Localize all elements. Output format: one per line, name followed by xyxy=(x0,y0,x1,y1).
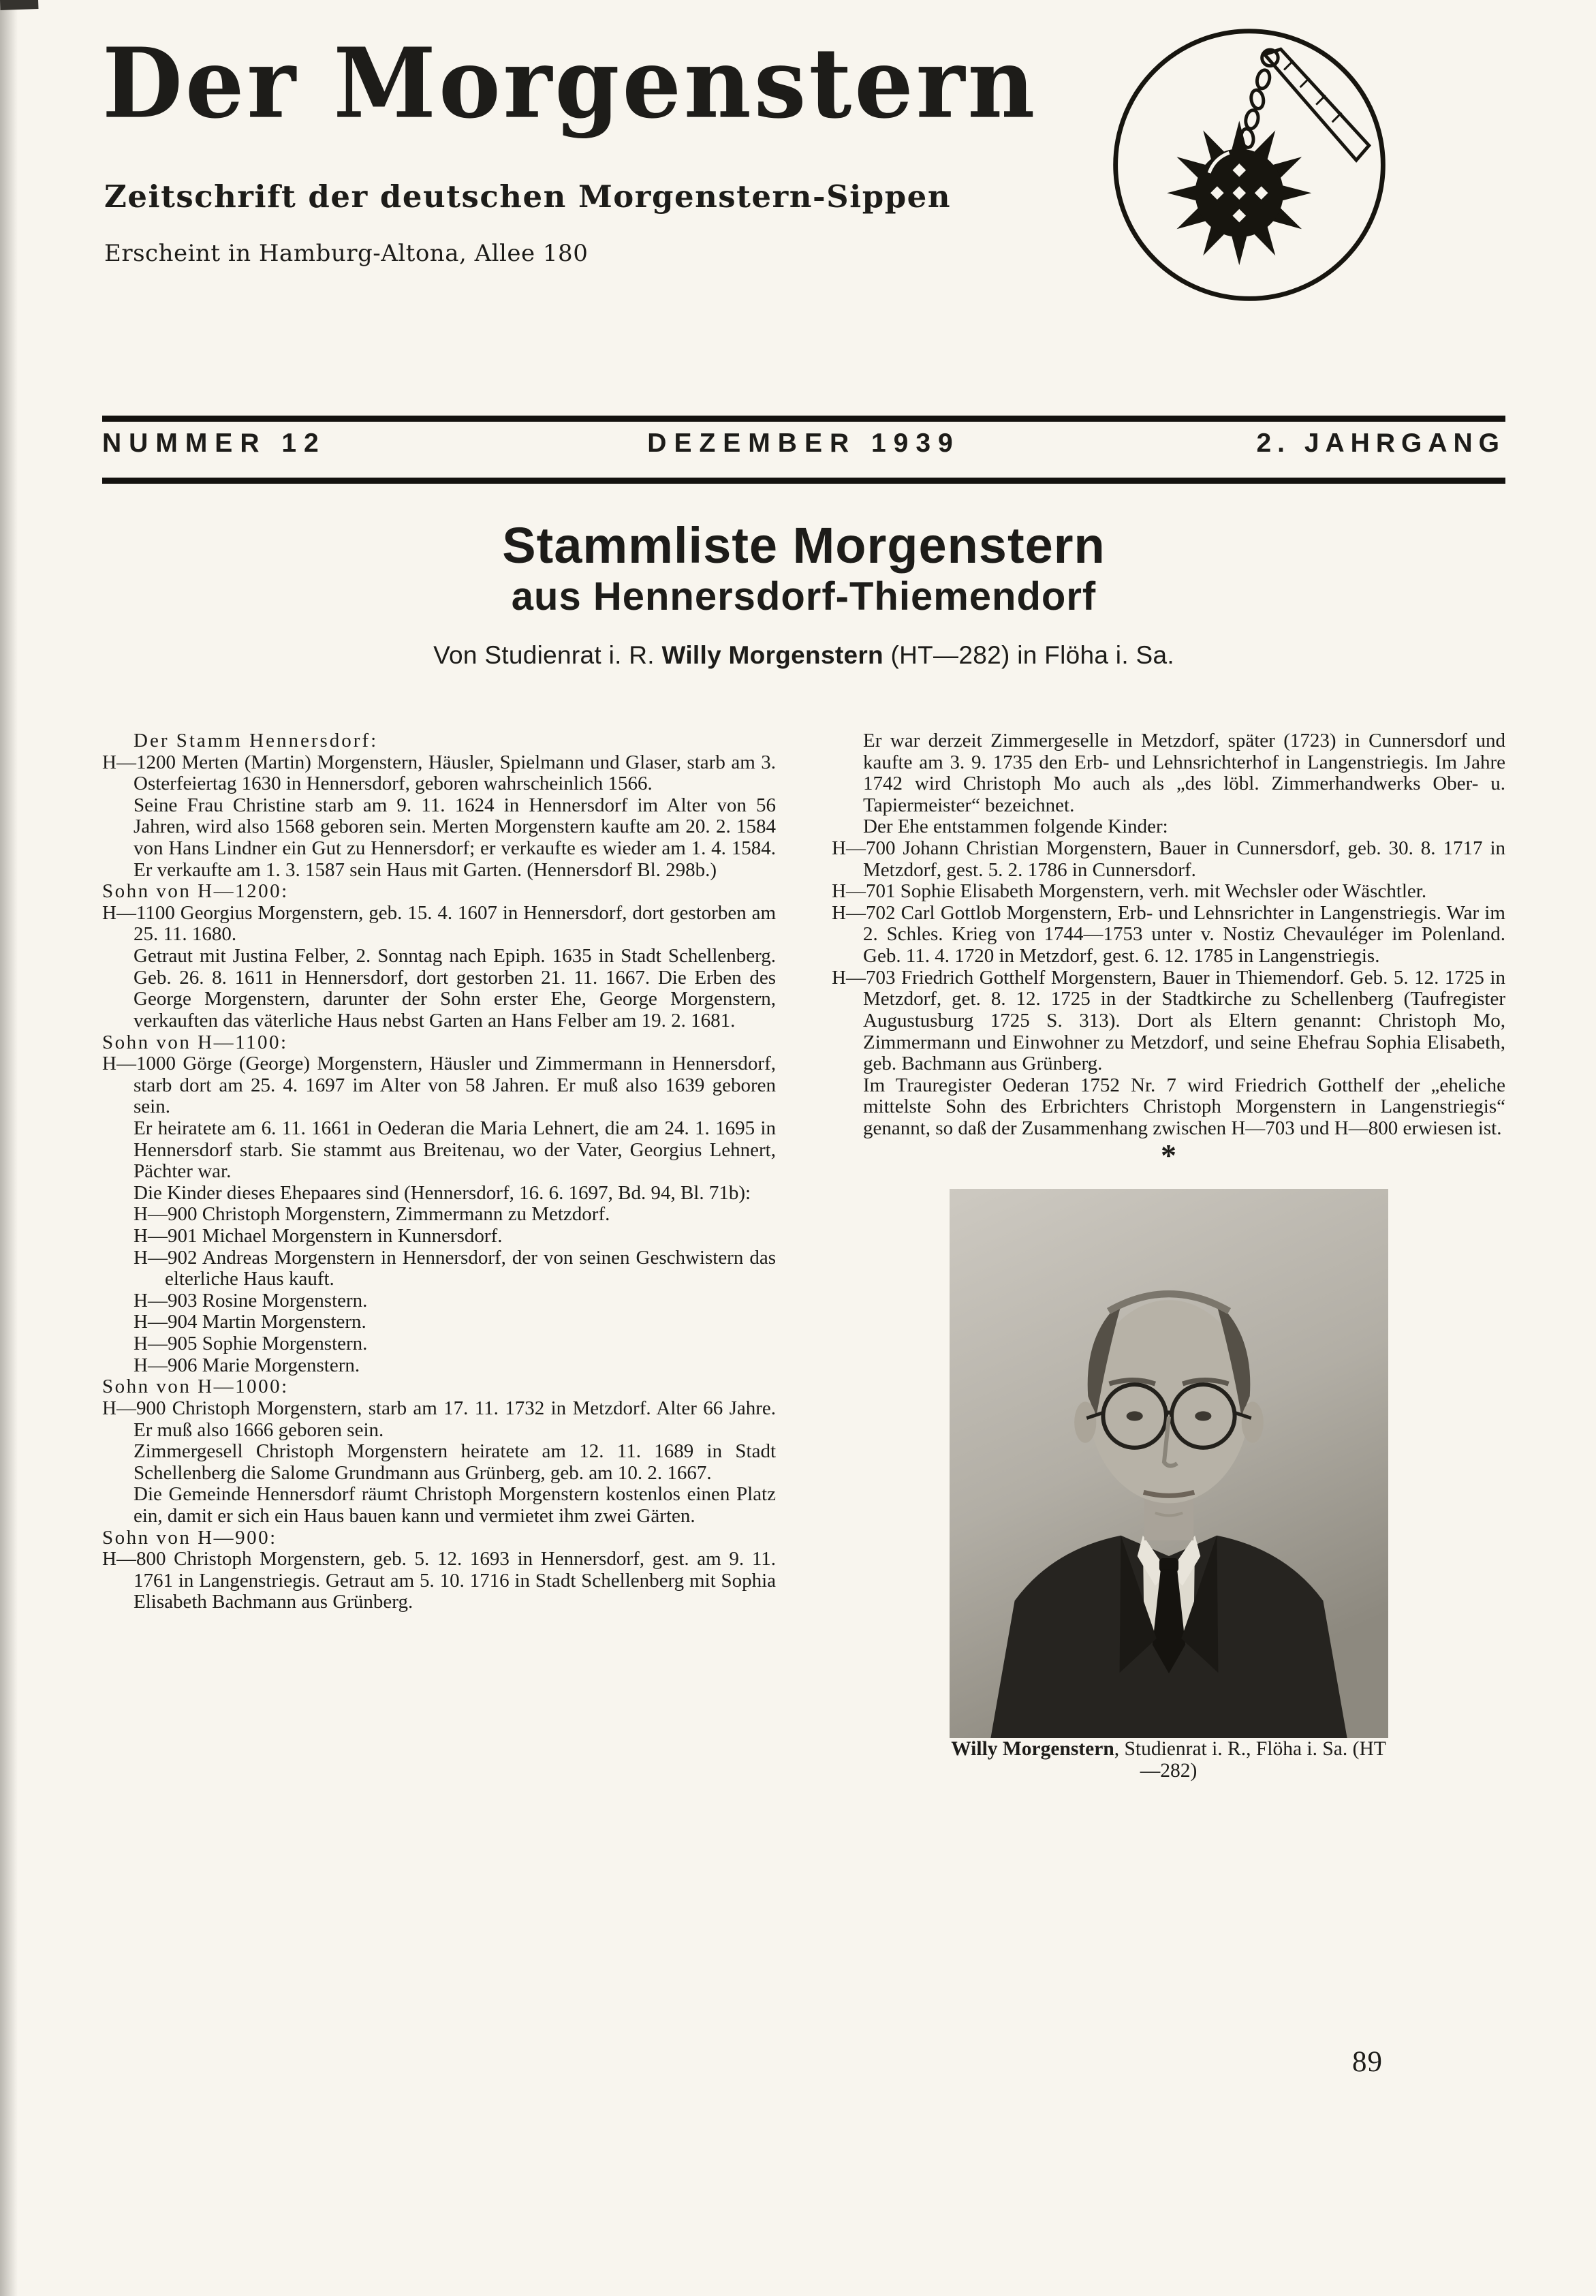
genealogy-entry: H—1000 Görge (George) Morgenstern, Häusler und Zimmermann in Hennersdorf, starb dort am 25. 4. 1697 im Alter von 58 Jahren. Er muß also 1639 geboren sein. xyxy=(102,1053,776,1118)
paragraph: Er heiratete am 6. 11. 1661 in Oederan die Maria Lehnert, die am 24. 1. 1695 in Hennersdorf starb. Sie stammt aus Breitenau, wo der Vater, Georgius Lehnert, Pächter war. xyxy=(134,1117,776,1183)
masthead-title: Der Morgenstern xyxy=(102,27,1038,140)
issue-date: DEZEMBER 1939 xyxy=(647,429,960,458)
article-header xyxy=(102,519,1505,670)
genealogy-entry: H—700 Johann Christian Morgenstern, Bauer in Cunnersdorf, geb. 30. 8. 1717 in Metzdorf, gest. 5. 2. 1786 in Cunnersdorf. xyxy=(832,837,1505,881)
scan-corner-mark xyxy=(0,0,38,10)
genealogy-entry: H—1200 Merten (Martin) Morgenstern, Häusler, Spielmann und Glaser, starb am 3. Osterfeiertag 1630 in Hennersdorf, geboren wahrscheinlich 1566. xyxy=(102,751,776,795)
byline-prefix: Von Studienrat i. R. xyxy=(433,640,662,669)
child-entry: H—901 Michael Morgenstern in Kunnersdorf. xyxy=(134,1225,503,1247)
child-entry: H—904 Martin Morgenstern. xyxy=(134,1311,366,1333)
issue-bar xyxy=(102,429,1505,459)
byline-suffix: (HT—282) in Flöha i. Sa. xyxy=(883,640,1174,669)
paragraph: Er war derzeit Zimmergeselle in Metzdorf, später (1723) in Cunnersdorf und kaufte am 3. 9. 1735 den Erb- und Lehnsrichterhof in Langenstriegis. Im Jahre 1742 wird Christoph Mo auch als „des löbl. Zimmerhandwerks Ober- u. Tapiermeister“ bezeichnet. xyxy=(863,730,1505,816)
paragraph: Die Kinder dieses Ehepaares sind (Hennersdorf, 16. 6. 1697, Bd. 94, Bl. 71b): xyxy=(134,1181,751,1204)
genealogy-entry: H—701 Sophie Elisabeth Morgenstern, verh. mit Wechsler oder Wäschtler. xyxy=(832,880,1427,903)
photo-block xyxy=(950,1189,1388,1782)
page-number: 89 xyxy=(1352,2046,1383,2078)
lineage-label: Sohn von H—900: xyxy=(102,1526,277,1549)
masthead-imprint: Erscheint in Hamburg-Altona, Allee 180 xyxy=(104,240,589,267)
photo-caption xyxy=(950,1738,1388,1782)
photo-caption-rest: , Studienrat i. R., Flöha i. Sa. (HT—282) xyxy=(1114,1737,1386,1782)
paragraph: Der Ehe entstammen folgende Kinder: xyxy=(863,816,1168,838)
child-entry: H—902 Andreas Morgenstern in Hennersdorf, der von seinen Geschwistern das elterliche Haus kauft. xyxy=(134,1246,776,1290)
genealogy-entry: H—702 Carl Gottlob Morgenstern, Erb- und Lehnsrichter in Langenstriegis. War im 2. Schles. Krieg von 1744—1753 unter v. Nostiz Chevauléger im Polenland. Geb. 11. 4. 1720 in Metzdorf, gest. 6. 12. 1785 in Langenstriegis. xyxy=(832,901,1505,967)
paragraph: Getraut mit Justina Felber, 2. Sonntag nach Epiph. 1635 in Stadt Schellenberg. Geb. 26. 8. 1611 in Hennersdorf, dort gestorben 21. 11. 1667. Die Erben des George Morgenstern, darunter der Sohn erster Ehe, George Morgenstern, verkauften das väterliche Haus nebst Garten an Hans Felber am 19. 2. 1681. xyxy=(134,945,776,1031)
child-entry: H—903 Rosine Morgenstern. xyxy=(134,1289,368,1312)
photo-caption-name: Willy Morgenstern xyxy=(951,1737,1114,1760)
star-separator: * xyxy=(1161,1137,1176,1173)
lineage-label: Sohn von H—1100: xyxy=(102,1031,288,1053)
article-title-line2: aus Hennersdorf-Thiemendorf xyxy=(511,574,1097,619)
article-body xyxy=(102,730,1505,1782)
genealogy-entry: H—900 Christoph Morgenstern, starb am 17. 11. 1732 in Metzdorf. Alter 66 Jahre. Er muß also 1666 geboren sein. xyxy=(102,1397,776,1441)
left-column xyxy=(102,730,776,1782)
paragraph: Im Trauregister Oederan 1752 Nr. 7 wird Friedrich Gotthelf der „eheliche mittelste Sohn des Erbrichters Christoph Morgenstern in Langenstriegis“ genannt, so daß der Zusammenhang zwischen H—703 und H—800 erwiesen ist. xyxy=(863,1074,1505,1139)
genealogy-entry: H—703 Friedrich Gotthelf Morgenstern, Bauer in Thiemendorf. Geb. 5. 12. 1725 in Metzdorf, get. 8. 12. 1725 in der Stadtkirche zu Schellenberg (Taufregister Augustusburg 1725 S. 313). Dort als Eltern genannt: Christoph Mo, Zimmermann und Einwohner zu Metzdorf, und seine Ehefrau Sophia Elisabeth, geb. Bachmann aus Grünberg. xyxy=(832,966,1505,1075)
scan-edge-shadow xyxy=(0,0,18,2296)
child-entry: H—905 Sophie Morgenstern. xyxy=(134,1333,368,1355)
child-entry: H—900 Christoph Morgenstern, Zimmermann zu Metzdorf. xyxy=(134,1203,610,1226)
section-heading: Der Stamm Hennersdorf: xyxy=(134,730,379,751)
paragraph: Die Gemeinde Hennersdorf räumt Christoph Morgenstern kostenlos einen Platz ein, damit er sich ein Haus bauen kann und vermietet ihm zwei Gärten. xyxy=(134,1483,776,1527)
morgenstern-mace-logo-icon xyxy=(1102,18,1396,312)
divider-rule-top xyxy=(102,416,1505,422)
divider-rule-bottom xyxy=(102,478,1505,484)
byline xyxy=(102,641,1505,670)
right-column xyxy=(832,730,1505,1782)
masthead-subtitle: Zeitschrift der deutschen Morgenstern-Sippen xyxy=(104,179,952,215)
lineage-label: Sohn von H—1200: xyxy=(102,880,289,903)
genealogy-entry: H—1100 Georgius Morgenstern, geb. 15. 4. 1607 in Hennersdorf, dort gestorben am 25. 11. 1680. xyxy=(102,901,776,946)
issue-number: NUMMER 12 xyxy=(102,429,326,458)
genealogy-entry: H—800 Christoph Morgenstern, geb. 5. 12. 1693 in Hennersdorf, gest. am 9. 11. 1761 in Langenstriegis. Getraut am 5. 10. 1716 in Stadt Schellenberg mit Sophia Elisabeth Bachmann aus Grünberg. xyxy=(102,1548,776,1613)
child-entry: H—906 Marie Morgenstern. xyxy=(134,1354,360,1376)
lineage-label: Sohn von H—1000: xyxy=(102,1376,289,1398)
byline-author-name: Willy Morgenstern xyxy=(661,640,883,669)
paragraph: Zimmergesell Christoph Morgenstern heiratete am 12. 11. 1689 in Stadt Schellenberg die Salome Grundmann aus Grünberg, geb. am 10. 2. 1667. xyxy=(134,1440,776,1484)
paragraph: Seine Frau Christine starb am 9. 11. 1624 in Hennersdorf im Alter von 56 Jahren, wird also 1568 geboren sein. Merten Morgenstern kaufte am 20. 2. 1584 von Hans Lindner ein Gut zu Hennersdorf; er verkaufte es wieder am 1. 4. 1584. Er verkaufte am 1. 3. 1587 sein Haus mit Garten. (Hennersdorf Bl. 298b.) xyxy=(134,794,776,881)
article-title-line1: Stammliste Morgenstern xyxy=(502,517,1106,574)
issue-volume: 2. JAHRGANG xyxy=(1256,429,1506,458)
portrait-photo xyxy=(950,1189,1388,1738)
